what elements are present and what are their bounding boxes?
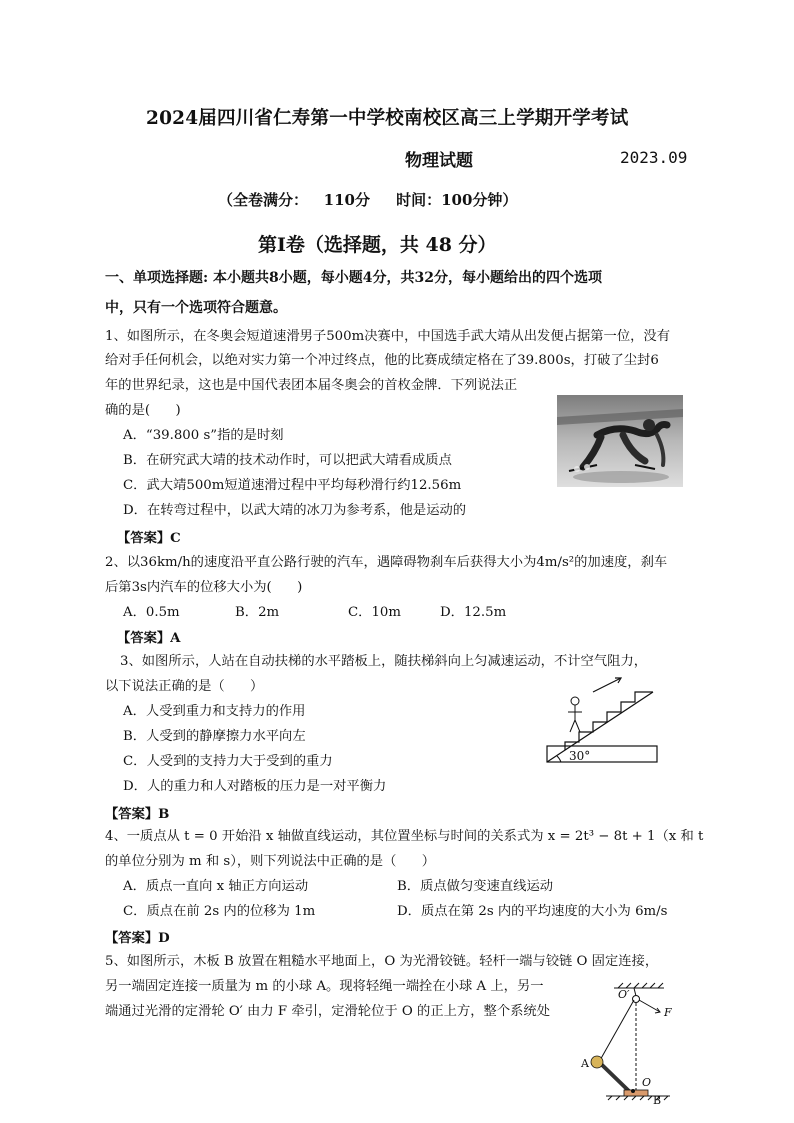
subject-title: 物理试题 xyxy=(405,151,473,171)
escalator-incline xyxy=(547,692,653,762)
exam-date: 2023.09 xyxy=(620,148,688,167)
q4-option-a: A．质点一直向 x 轴正方向运动 xyxy=(123,879,309,894)
q3-option-d: D．人的重力和人对踏板的压力是一对平衡力 xyxy=(123,779,387,794)
escalator-base xyxy=(547,746,657,762)
q3-option-c: C．人受到的支持力大于受到的重力 xyxy=(123,754,333,769)
label-b: B xyxy=(653,1094,662,1107)
q4-option-b: B．质点做匀变速直线运动 xyxy=(397,879,554,894)
light-rod xyxy=(599,1062,632,1094)
person-figure xyxy=(568,697,582,732)
q4-stem-line2: 的单位分别为 m 和 s），则下列说法中正确的是（ ） xyxy=(105,854,436,869)
q3-stem-line1: 3、如图所示，人站在自动扶梯的水平踏板上，随扶梯斜向上匀减速运动，不计空气阻力， xyxy=(120,654,648,669)
section-intro-line2: 中，只有一个选项符合题意。 xyxy=(105,300,287,316)
motion-arrow xyxy=(593,678,621,692)
speed-skater-photo xyxy=(557,395,683,487)
rope xyxy=(599,1000,634,1062)
q5-stem-line2: 另一端固定连接一质量为 m 的小球 A。现将轻绳一端拴在小球 A 上，另一 xyxy=(105,979,544,994)
q2-stem-line1: 2、以36km/h的速度沿平直公路行驶的汽车，遇障碍物刹车后获得大小为4m/s²的加速度，刹车 xyxy=(105,555,668,570)
exam-title: 2024届四川省仁寿第一中学校南校区高三上学期开学考试 xyxy=(146,108,629,129)
q1-answer: 【答案】C xyxy=(117,531,181,546)
pulley-rod-diagram xyxy=(574,982,690,1110)
label-a: A xyxy=(581,1057,589,1070)
q2-option-c: C．10m xyxy=(348,605,401,620)
q1-option-c: C．武大靖500m短道速滑过程中平均每秒滑行约12.56m xyxy=(123,478,462,493)
q4-option-c: C．质点在前 2s 内的位移为 1m xyxy=(123,904,316,919)
q4-answer: 【答案】D xyxy=(105,931,170,946)
q2-option-d: D．12.5m xyxy=(440,605,507,620)
label-f: F xyxy=(664,1006,672,1019)
q3-stem-line2: 以下说法正确的是（ ） xyxy=(105,679,264,694)
q4-option-d: D．质点在第 2s 内的平均速度的大小为 6m/s xyxy=(397,904,668,919)
q3-option-a: A．人受到重力和支持力的作用 xyxy=(123,704,306,719)
q2-option-b: B．2m xyxy=(235,605,280,620)
angle-label: 30° xyxy=(569,749,591,763)
q1-stem-line3: 年的世界纪录，这也是中国代表团本届冬奥会的首枚金牌．下列说法正 xyxy=(105,378,518,393)
q1-option-d: D．在转弯过程中，以武大靖的冰刀为参考系，他是运动的 xyxy=(123,503,467,518)
q1-option-a: A．“39.800 s”指的是时刻 xyxy=(123,428,284,443)
section-intro-line1: 一、单项选择题: 本小题共8小题，每小题4分，共32分，每小题给出的四个选项 xyxy=(105,270,603,286)
q1-stem-line2: 给对手任何机会，以绝对实力第一个冲过终点，他的比赛成绩定格在了39.800s，打破了尘封6 xyxy=(105,353,659,368)
q5-stem-line3: 端通过光滑的定滑轮 O′ 由力 F 牵引，定滑轮位于 O 的正上方，整个系统处 xyxy=(105,1004,551,1019)
label-o: O xyxy=(642,1076,652,1089)
q1-stem-line4: 确的是( ) xyxy=(105,403,181,418)
escalator-diagram xyxy=(543,670,661,766)
ball-a xyxy=(591,1056,603,1068)
q3-answer: 【答案】B xyxy=(105,807,170,822)
q2-stem-line2: 后第3s内汽车的位移大小为( ) xyxy=(105,580,303,595)
pull-force-arrow xyxy=(639,1000,660,1012)
q2-option-a: A．0.5m xyxy=(123,605,180,620)
q4-stem-line1: 4、一质点从 t = 0 开始沿 x 轴做直线运动，其位置坐标与时间的关系式为 x = 2t³ − 8t + 1（x 和 t xyxy=(105,829,704,844)
label-o-prime: O′ xyxy=(618,988,630,1001)
hinge-o xyxy=(631,1089,635,1093)
q5-stem-line1: 5、如图所示，木板 B 放置在粗糙水平地面上，O 为光滑铰链。轻杆一端与铰链 O 固定连接， xyxy=(105,954,659,969)
q1-stem-line1: 1、如图所示，在冬奥会短道速滑男子500m决赛中，中国选手武大靖从出发便占据第一位，没有 xyxy=(105,329,671,344)
q3-option-b: B．人受到的静摩擦力水平向左 xyxy=(123,729,306,744)
board-b xyxy=(624,1090,648,1096)
score-time-info: （全卷满分： 110分 时间：100分钟） xyxy=(218,191,518,209)
q2-answer: 【答案】A xyxy=(117,631,181,646)
q1-option-b: B．在研究武大靖的技术动作时，可以把武大靖看成质点 xyxy=(123,453,452,468)
section-title: 第Ⅰ卷（选择题，共 48 分） xyxy=(258,234,497,256)
